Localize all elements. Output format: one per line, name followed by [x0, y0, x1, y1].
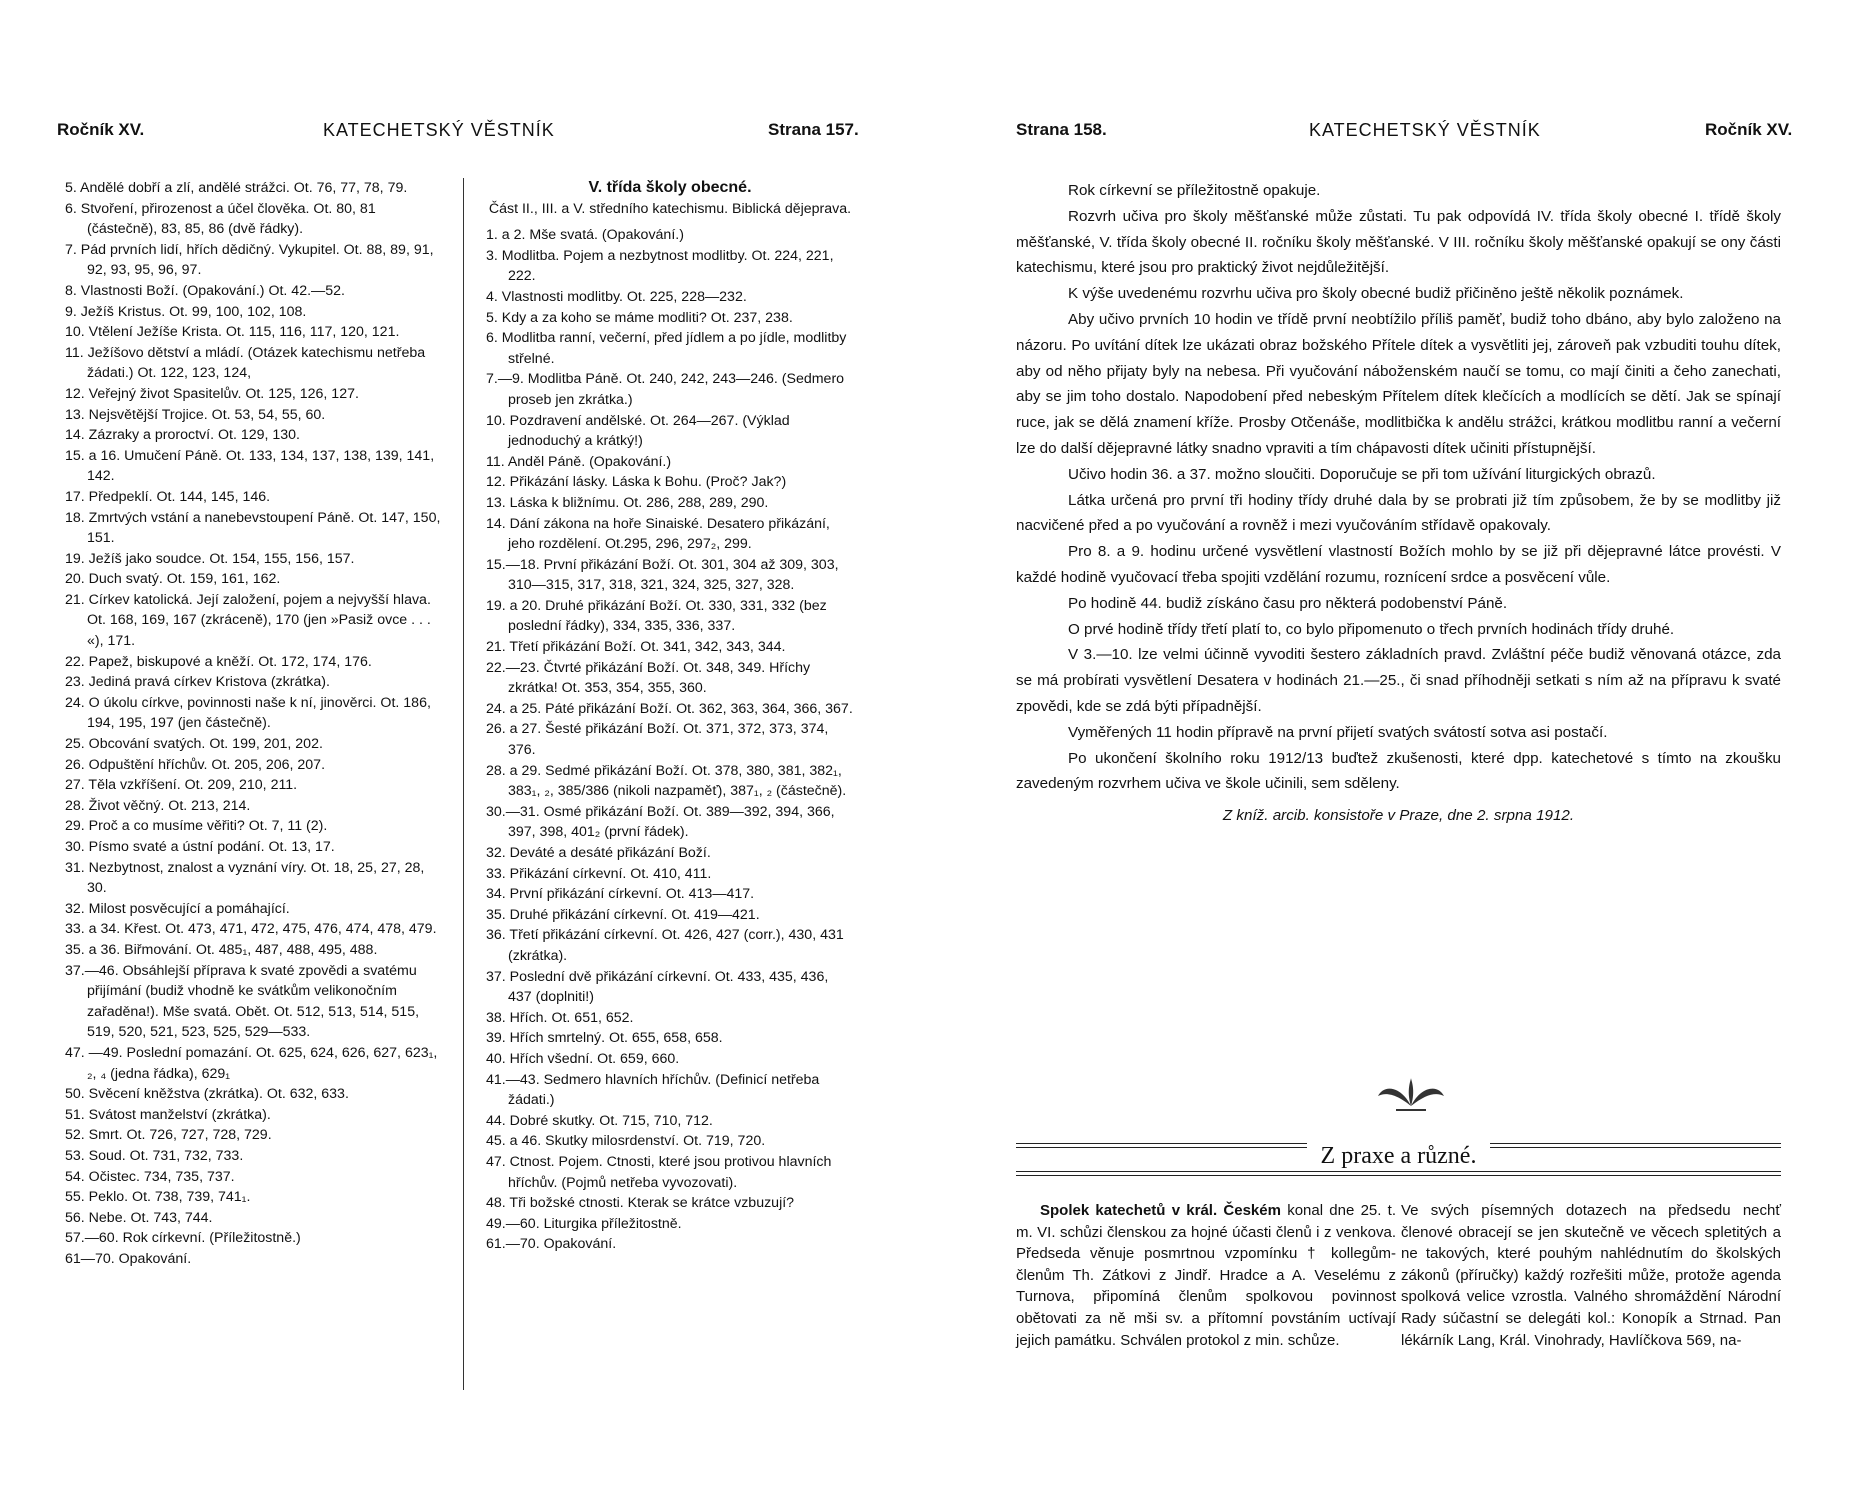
lesson-item: 22. Papež, biskupové a kněží. Ot. 172, 174, 176. — [65, 653, 372, 670]
lesson-item: 3. Modlitba. Pojem a nezbytnost modlitby. Ot. 224, 221, 222. — [486, 247, 834, 285]
lesson-item: 9. Ježíš Kristus. Ot. 99, 100, 102, 108. — [65, 303, 307, 320]
news-headline: Spolek katechetů v král. Českém — [1040, 1202, 1281, 1219]
lesson-item: 36. Třetí přikázání církevní. Ot. 426, 427 (corr.), 430, 431 (zkrátka). — [486, 927, 844, 964]
lesson-item: 10. Pozdravení andělské. Ot. 264—267. (Výklad jednoduchý a krátký!) — [486, 412, 790, 450]
article-paragraph: Aby učivo prvních 10 hodin ve třídě první neobtížilo příliš paměť, budiž toho dbáno, aby bylo založeno na názoru. Po uvítání dítek lze ukázati obraz božského Přítele dítek a vysvětliti jej, zároveň pak vzbuditi touhu dítek, aby od něho přijaty byly na nebesa. Při vyučování náboženském naučí se tomu, co mají činiti a čeho zanechati, aby se jim toho dostalo. Napodobení před nebeským Přítelem dítek klečících a modlících se dětí. Jak se spínají ruce, jak se dělá znamení kříže. Prosby Otčenáše, modlitbička k andělu strážci, krátkou modlitbu ranní a večerní lze do další dějepravné látky snadno vpraviti a tím chápavosti dítek učiniti přístupnější. — [1016, 310, 1781, 457]
lesson-item: 56. Nebe. Ot. 743, 744. — [65, 1209, 213, 1226]
lesson-item: 6. Stvoření, přirozenost a účel člověka. Ot. 80, 81 (částečně), 83, 85, 86 (dvě řádky). — [65, 200, 376, 238]
lesson-item: 55. Peklo. Ot. 738, 739, 741₁. — [65, 1189, 251, 1206]
right-page-journal-title: KATECHETSKÝ VĚSTNÍK — [1309, 120, 1541, 140]
lesson-item: 13. Nejsvětější Trojice. Ot. 53, 54, 55, 60. — [65, 406, 326, 423]
article-paragraph: Po hodině 44. budiž získáno času pro některá podobenství Páně. — [1068, 594, 1508, 612]
lesson-item: 54. Očistec. 734, 735, 737. — [65, 1168, 235, 1185]
article-paragraph: Po ukončení školního roku 1912/13 buďtež zkušenosti, které dpp. katechetové s tímto na zkoušku zavedeným rozvrhem učiva ve škole učinili, sem sděleny. — [1016, 749, 1781, 793]
lesson-item: 12. Veřejný život Spasitelův. Ot. 125, 126, 127. — [65, 385, 359, 402]
lesson-item: 45. a 46. Skutky milosrdenství. Ot. 719, 720. — [486, 1133, 766, 1150]
lesson-list-column-2 — [486, 178, 854, 1255]
right-page-number: Strana 158. — [1016, 120, 1107, 139]
left-page-number: Strana 157. — [768, 120, 859, 139]
article-paragraph: O prvé hodině třídy třetí platí to, co bylo připomenuto o třech prvních hodinách třídy druhé. — [1068, 620, 1675, 638]
lesson-item: 33. Přikázání církevní. Ot. 410, 411. — [486, 865, 712, 882]
lesson-item: 38. Hřích. Ot. 651, 652. — [486, 1009, 634, 1026]
news-text-2: Ve svých písemných dotazech na předsedu nechť členové obracejí se jen skutečně ve věcech spletitých a ne takových, které pouhým nahlédnutím do školských zákonů (příručky) každý rozřešiti může, protože agenda spolková velice vzrostla. Valného shromáždění Národní Rady súčastní se delegáti kol.: Konopík a Strnad. Pan lékárník Lang, Král. Vinohrady, Havlíčkova 569, na- — [1401, 1202, 1781, 1349]
lesson-item: 47. Ctnost. Pojem. Ctnosti, které jsou protivou hlavních hříchův. (Pojmů netřeba vyvozovati). — [486, 1153, 832, 1191]
lesson-item: 35. Druhé přikázání církevní. Ot. 419—421. — [486, 906, 760, 923]
lesson-item: 30.—31. Osmé přikázání Boží. Ot. 389—392, 394, 366, 397, 398, 401₂ (první řádek). — [486, 803, 835, 841]
lesson-item: 44. Dobré skutky. Ot. 715, 710, 712. — [486, 1112, 713, 1129]
lesson-item: 26. Odpuštění hříchův. Ot. 205, 206, 207. — [65, 756, 326, 773]
signature: Z kníž. arcib. konsistoře v Praze, dne 2. srpna 1912. — [1222, 807, 1575, 825]
right-page — [929, 0, 1858, 1501]
lesson-item: 41.—43. Sedmero hlavních hříchův. (Definicí netřeba žádati.) — [486, 1071, 820, 1109]
article-paragraph: Rozvrh učiva pro školy měšťanské může zůstati. Tu pak odpovídá IV. třída školy obecné I. třídě školy měšťanské, V. třída školy obecné II. ročníku školy měšťanské. V III. ročníku školy měšťanské opakují se ony části katechismu, které jsou pro praktický život nejdůležitější. — [1016, 207, 1781, 277]
lesson-item: 52. Smrt. Ot. 726, 727, 728, 729. — [65, 1127, 272, 1144]
lesson-item: 40. Hřích všední. Ot. 659, 660. — [486, 1050, 680, 1067]
lesson-item: 19. a 20. Druhé přikázání Boží. Ot. 330, 331, 332 (bez poslední řádky), 334, 335, 336, 337. — [486, 597, 827, 635]
lesson-item: 37. Poslední dvě přikázání církevní. Ot. 433, 435, 436, 437 (doplniti!) — [486, 968, 829, 1006]
lesson-item: 19. Ježíš jako soudce. Ot. 154, 155, 156, 157. — [65, 550, 355, 567]
lesson-item: 33. a 34. Křest. Ot. 473, 471, 472, 475, 476, 474, 478, 479. — [65, 921, 437, 938]
lesson-item: 49.—60. Liturgika příležitostně. — [486, 1215, 682, 1232]
right-page-volume: Ročník XV. — [1705, 120, 1793, 139]
article-paragraph: Pro 8. a 9. hodinu určené vysvětlení vlastností Božích mohlo by se již při dějepravné látce provésti. V každé hodině vyučovací třeba spojiti vzdělání rozumu, roznícení srdce a posvěcení vůle. — [1016, 543, 1781, 586]
column-divider — [463, 178, 464, 1390]
lesson-item: 15.—18. První přikázání Boží. Ot. 301, 304 až 309, 303, 310—315, 317, 318, 321, 324, 325, 327, 328. — [486, 556, 839, 594]
article-paragraph: K výše uvedenému rozvrhu učiva pro školy obecné budiž přičiněno ještě několik poznámek. — [1068, 285, 1684, 303]
article-paragraph: Učivo hodin 36. a 37. možno sloučiti. Doporučuje se při tom užívání liturgických obrazů. — [1068, 465, 1656, 483]
lesson-item: 8. Vlastnosti Boží. (Opakování.) Ot. 42.—52. — [65, 282, 345, 299]
news-column-2 — [1401, 1200, 1781, 1351]
lesson-item: 32. Deváté a desáté přikázání Boží. — [486, 845, 711, 861]
lesson-item: 30. Písmo svaté a ústní podání. Ot. 13, 17. — [65, 839, 335, 855]
lesson-item: 24. O úkolu církve, povinnosti naše k ní, jinověrci. Ot. 186, 194, 195, 197 (jen částečně). — [65, 694, 431, 732]
lesson-item: 57.—60. Rok církevní. (Příležitostně.) — [65, 1230, 301, 1247]
lesson-item: 14. Zázraky a proroctví. Ot. 129, 130. — [65, 427, 300, 444]
lesson-item: 34. První přikázání církevní. Ot. 413—417. — [486, 886, 755, 903]
lesson-item: 22.—23. Čtvrté přikázání Boží. Ot. 348, 349. Hříchy zkrátka! Ot. 353, 354, 355, 360. — [486, 659, 811, 697]
lesson-item: 27. Těla vzkříšení. Ot. 209, 210, 211. — [65, 777, 298, 794]
lesson-item: 32. Milost posvěcující a pomáhající. — [65, 900, 290, 917]
lesson-item: 51. Svátost manželství (zkrátka). — [65, 1106, 271, 1123]
lesson-item: 10. Vtělení Ježíše Krista. Ot. 115, 116, 117, 120, 121. — [65, 324, 400, 341]
lesson-item: 7. Pád prvních lidí, hřích dědičný. Vykupitel. Ot. 88, 89, 91, 92, 93, 95, 96, 97. — [65, 241, 434, 279]
lesson-item: 1. a 2. Mše svatá. (Opakování.) — [486, 227, 684, 244]
section-banner — [1016, 1133, 1781, 1181]
lesson-item: 39. Hřích smrtelný. Ot. 655, 658, 658. — [486, 1030, 723, 1047]
lesson-item: 26. a 27. Šesté přikázání Boží. Ot. 371, 372, 373, 374, 376. — [486, 721, 829, 759]
left-page-journal-title: KATECHETSKÝ VĚSTNÍK — [323, 120, 555, 140]
lesson-item: 37.—46. Obsáhlejší příprava k svaté zpovědi a svatému přijímání (budiž vhodně ke svátkům velikonočním zařaděna!). Mše svatá. Obět. Ot. 512, 513, 514, 515, 519, 520, 521, 523, 525, 529—533. — [65, 962, 420, 1041]
article-paragraph: Rok církevní se příležitostně opakuje. — [1068, 182, 1321, 199]
lesson-item: 21. Církev katolická. Její založení, pojem a nejvyšší hlava. Ot. 168, 169, 167 (zkráceně), 170 (jen »Pasiž ovce . . . «), 171. — [65, 591, 431, 650]
section-title: Z praxe a různé. — [1307, 1143, 1491, 1169]
lesson-item: 5. Andělé dobří a zlí, andělé strážci. Ot. 76, 77, 78, 79. — [65, 180, 408, 196]
left-page-volume: Ročník XV. — [57, 120, 145, 139]
lesson-item: 23. Jediná pravá církev Kristova (zkrátka). — [65, 674, 330, 691]
lesson-item: 15. a 16. Umučení Páně. Ot. 133, 134, 137, 138, 139, 141, 142. — [65, 447, 435, 485]
lesson-item: 29. Proč a co musíme věřiti? Ot. 7, 11 (2). — [65, 818, 328, 835]
lesson-item: 35. a 36. Biřmování. Ot. 485₁, 487, 488, 495, 488. — [65, 941, 378, 958]
lesson-item: 50. Svěcení kněžstva (zkrátka). Ot. 632, 633. — [65, 1086, 349, 1103]
lesson-item: 25. Obcování svatých. Ot. 199, 201, 202. — [65, 736, 323, 753]
lesson-item: 13. Láska k bližnímu. Ot. 286, 288, 289, 290. — [486, 494, 769, 511]
floral-ornament — [1376, 1076, 1446, 1114]
lesson-item: 7.—9. Modlitba Páně. Ot. 240, 242, 243—246. (Sedmero proseb jen zkrátka.) — [486, 371, 845, 408]
article-body — [1016, 178, 1781, 829]
lesson-list-column-1 — [65, 178, 443, 1269]
article-paragraph: V 3.—10. lze velmi účinně vyvoditi šestero základních pravd. Zvláštní péče budiž věnovaná otázce, zda se má probírati vysvětlení Desatera v hodinách 21.—25., či snad příhodněji setkati s ním až na přípravu k svaté zpovědi, kde se zdá býti případnější. — [1016, 646, 1781, 715]
lesson-item: 47. —49. Poslední pomazání. Ot. 625, 624, 626, 627, 623₁, ₂, ₄ (jedna řádka), 629₁ — [65, 1044, 438, 1082]
lesson-item: 24. a 25. Páté přikázání Boží. Ot. 362, 363, 364, 366, 367. — [486, 700, 853, 717]
lesson-item: 11. Anděl Páně. (Opakování.) — [486, 453, 672, 470]
class-v-subtitle: Část II., III. a V. středního katechismu. Biblická dějeprava. — [488, 200, 852, 217]
lesson-item: 14. Dání zákona na hoře Sinaiské. Desatero přikázání, jeho rozdělení. Ot.295, 296, 297₂, 299. — [486, 515, 830, 553]
lesson-item: 28. Život věčný. Ot. 213, 214. — [65, 797, 251, 814]
lesson-item: 20. Duch svatý. Ot. 159, 161, 162. — [65, 571, 281, 588]
lesson-item: 21. Třetí přikázání Boží. Ot. 341, 342, 343, 344. — [486, 639, 786, 656]
lesson-item: 18. Zmrtvých vstání a nanebevstoupení Páně. Ot. 147, 150, 151. — [65, 509, 441, 547]
lesson-item: 12. Přikázání lásky. Láska k Bohu. (Proč? Jak?) — [486, 474, 787, 491]
lesson-item: 61—70. Opakování. — [65, 1250, 192, 1267]
class-v-title: V. třída školy obecné. — [588, 179, 752, 196]
lesson-item: 17. Předpeklí. Ot. 144, 145, 146. — [65, 488, 271, 505]
lesson-item: 61.—70. Opakování. — [486, 1236, 617, 1253]
lesson-item: 48. Tři božské ctnosti. Kterak se krátce vzbuzují? — [486, 1195, 795, 1212]
lesson-item: 53. Soud. Ot. 731, 732, 733. — [65, 1147, 244, 1164]
article-paragraph: Látka určená pro první tři hodiny třídy druhé dala by se probrati již tím způsobem, že by se modlitby již nacvičené před a po vyučování a rovněž i mezi vyučováním střídavě opakovaly. — [1016, 491, 1781, 535]
lesson-item: 28. a 29. Sedmé přikázání Boží. Ot. 378, 380, 381, 382₁, 383₁, ₂, 385/386 (nikoli nazpaměť), 387₁, ₂ (částečně). — [486, 762, 847, 800]
news-text-1: konal dne 25. t. m. VI. schůzi členskou za hojné účasti členů i z venkova. Předseda věnuje posmrtnou vzpomínku † kollegům-členům Th. Zátkovi z Jindř. Hradce a A. Veselému z Turnova, připomíná členům spolkovou povinnost obětovati za ně mši sv. a přítomní povstáním uctívají jejich památku. Schválen protokol z min. schůze. — [1016, 1202, 1396, 1349]
lesson-item: 31. Nezbytnost, znalost a vyznání víry. Ot. 18, 25, 27, 28, 30. — [65, 859, 425, 897]
article-paragraph: Vyměřených 11 hodin přípravě na první přijetí svatých svátostí sotva asi postačí. — [1068, 723, 1608, 741]
lesson-item: 11. Ježíšovo dětství a mládí. (Otázek katechismu netřeba žádati.) Ot. 122, 123, 124, — [65, 344, 426, 382]
news-column-1 — [1016, 1200, 1396, 1351]
lesson-item: 5. Kdy a za koho se máme modliti? Ot. 237, 238. — [486, 309, 793, 326]
lesson-item: 6. Modlitba ranní, večerní, před jídlem a po jídle, modlitby střelné. — [486, 330, 847, 367]
lesson-item: 4. Vlastnosti modlitby. Ot. 225, 228—232. — [486, 288, 747, 305]
